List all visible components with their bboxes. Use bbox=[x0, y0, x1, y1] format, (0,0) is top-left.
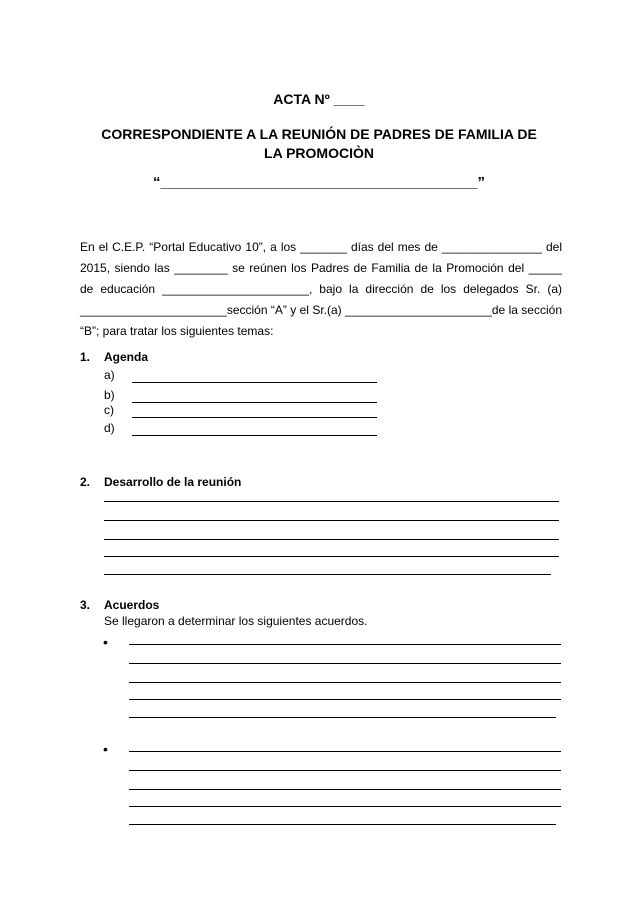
agenda-item-a bbox=[104, 368, 131, 382]
bullet-1: • bbox=[103, 634, 108, 650]
acuerdo1-line-3 bbox=[129, 682, 561, 683]
intro-text: En el C.E.P. “Portal Educativo 10”, a los _______ días del mes de _______________ del 2015, siendo las ________ se reúnen los Padres de Familia de la Promoción del _____ de educación ______________________, bajo la dirección de los delegados Sr. (a) ______________________sección “A” y el Sr.(a) ______________________de la sección “B”; para tratar los siguientes temas: bbox=[80, 240, 562, 338]
section-desarrollo-number: 2. bbox=[80, 475, 91, 489]
section-agenda-title: Agenda bbox=[104, 350, 149, 364]
acuerdo1-line-5 bbox=[129, 717, 556, 718]
section-agenda-heading bbox=[80, 350, 148, 364]
intro-paragraph bbox=[80, 237, 562, 342]
agenda-line-c bbox=[132, 417, 377, 418]
acta-subtitle-line1: CORRESPONDIENTE A LA REUNIÓN DE PADRES DE FAMILIA DE bbox=[101, 126, 537, 142]
acta-title: ACTA Nº ____ bbox=[273, 91, 365, 107]
agenda-item-c bbox=[104, 403, 131, 417]
section-desarrollo-title: Desarrollo de la reunión bbox=[104, 475, 242, 489]
promotion-name-blank: “______________________________________” bbox=[152, 174, 485, 191]
acuerdo2-line-4 bbox=[129, 806, 561, 807]
desarrollo-line-5 bbox=[104, 574, 551, 575]
agenda-item-letter: d) bbox=[104, 421, 115, 435]
agenda-line-a bbox=[132, 382, 377, 383]
acuerdo2-line-5 bbox=[129, 824, 556, 825]
acta-subtitle bbox=[0, 125, 638, 163]
desarrollo-line-3 bbox=[104, 539, 559, 540]
agenda-line-d bbox=[132, 435, 377, 436]
section-acuerdos-number: 3. bbox=[80, 598, 91, 612]
agenda-item-letter: c) bbox=[104, 403, 114, 417]
desarrollo-line-4 bbox=[104, 556, 559, 557]
acuerdo1-line-2 bbox=[129, 663, 561, 664]
agenda-line-b bbox=[132, 402, 377, 403]
agenda-item-letter: b) bbox=[104, 388, 115, 402]
acuerdo1-line-1 bbox=[129, 644, 561, 645]
desarrollo-line-1 bbox=[104, 501, 559, 502]
acuerdo2-line-3 bbox=[129, 789, 561, 790]
section-acuerdos-heading bbox=[80, 598, 159, 612]
agenda-item-letter: a) bbox=[104, 368, 115, 382]
section-agenda-number: 1. bbox=[80, 350, 91, 364]
desarrollo-line-2 bbox=[104, 520, 559, 521]
agenda-item-d bbox=[104, 421, 131, 435]
acuerdo2-line-1 bbox=[129, 751, 561, 752]
acuerdos-intro: Se llegaron a determinar los siguientes acuerdos. bbox=[104, 614, 368, 628]
section-acuerdos-title: Acuerdos bbox=[104, 598, 160, 612]
acuerdo2-line-2 bbox=[129, 770, 561, 771]
acta-subtitle-line2: LA PROMOCIÒN bbox=[264, 145, 374, 161]
bullet-2: • bbox=[103, 741, 108, 757]
acuerdo1-line-4 bbox=[129, 699, 561, 700]
agenda-item-b bbox=[104, 388, 131, 402]
section-desarrollo-heading bbox=[80, 475, 241, 489]
